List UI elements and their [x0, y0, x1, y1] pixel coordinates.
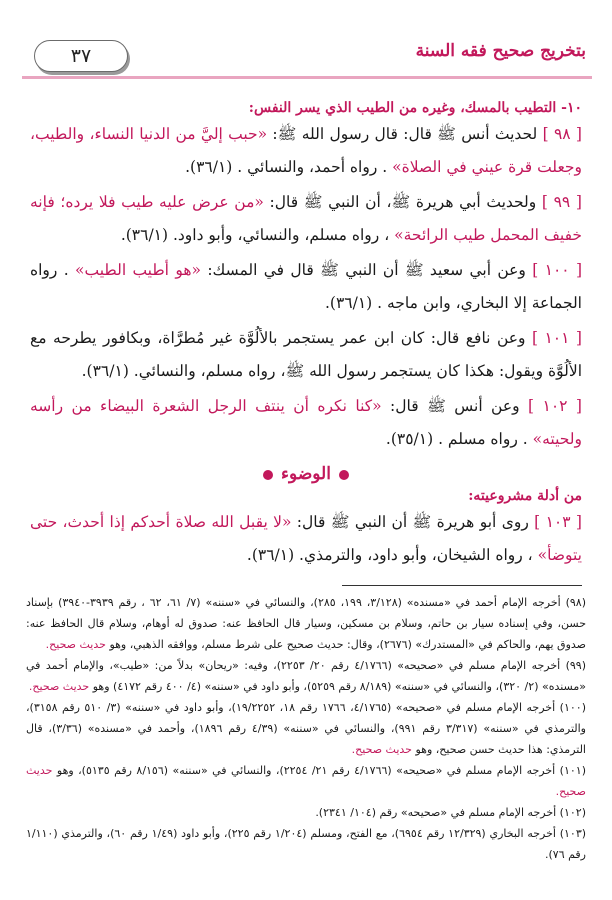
hadith-99	[30, 186, 582, 252]
hadith-text-end: ، رواه مسلم، والنسائي، وأبو داود. (٣٦/١).	[120, 226, 390, 244]
hadith-103	[30, 506, 582, 572]
hadith-number: [ ١٠١ ]	[531, 329, 582, 347]
footnote-98	[26, 592, 586, 655]
hadith-quote: «لا يقبل الله صلاة أحدكم إذا أحدث، حتى يتوضأ»	[30, 513, 582, 564]
footnote-separator	[342, 585, 582, 586]
header-rule	[22, 76, 592, 79]
hadith-text: روى أبو هريرة ﷺ أن النبي ﷺ قال:	[291, 513, 529, 531]
hadith-number: [ ٩٩ ]	[541, 193, 582, 211]
hadith-text: وعن أنس ﷺ قال:	[381, 397, 520, 415]
footnote-102: (١٠٢) أخرجه الإمام مسلم في «صحيحه» رقم (١٠٤/ ٢٣٤١).	[315, 806, 586, 819]
hadith-quote: «من عرض عليه طيب فلا يرده؛ فإنه خفيف المحمل طيب الرائحة»	[30, 193, 582, 244]
footnote-100	[26, 697, 586, 760]
hadith-100	[30, 254, 582, 320]
bullet-dot-icon	[263, 470, 273, 480]
hadith-98	[30, 118, 582, 184]
footnote-text: (٩٩) أخرجه الإمام مسلم في «صحيحه» (٤/١٧٦٦ رقم ٢٠/ ٢٢٥٣)، وفيه: «ريحان» بدلاً من: «طيب»، والإمام أحمد في «مسنده» (٢/ ٣٢٠)، والنسائي في «سننه» (٨/١٨٩ رقم ٥٢٥٩)، وأبو داود في «سننه» (٤/ ٤٠٠ رقم ٤١٧٢) وهو	[26, 659, 587, 693]
footnote-text: (١٠٠) أخرجه الإمام مسلم في «صحيحه» (٤/١٧٦٥، ١٧٦٦ رقم ١٨، ١٩/٢٢٥٢)، وأبو داود في «سننه» (٣/ ٥١٠ رقم ٣١٥٨)، والترمذي في «سننه» (٣/٣١٧ رقم ٩٩١)، والنسائي في «سننه» (٤/٣٩ رقم ١٨٩٦)، وأحمد في «مسنده» (٣/٣٦)، قال الترمذي: هذا حديث حسن صحيح، وهو	[26, 701, 586, 756]
hadith-quote: «حبب إليَّ من الدنيا النساء، والطيب، وجعلت قرة عيني في الصلاة»	[30, 125, 582, 176]
bullet-dot-icon	[339, 470, 349, 480]
page-header	[22, 26, 592, 82]
page-number: ٣٧	[34, 40, 128, 72]
book-title: بتخريج صحيح فقه السنة	[415, 41, 586, 61]
subsection-evidence-heading: من أدلة مشروعيته:	[468, 488, 582, 504]
hadith-101	[30, 322, 582, 388]
hadith-number: [ ١٠٠ ]	[532, 261, 583, 279]
footnote-grade: حديث صحيح.	[26, 764, 586, 798]
hadith-text-end: . رواه مسلم . (٣٥/١).	[385, 430, 528, 448]
footnote-103: (١٠٣) أخرجه البخاري (١٢/٣٢٩ رقم ٦٩٥٤)، مع الفتح، ومسلم (١/٢٠٤ رقم ٢٢٥)، وأبو داود (١/٤٩ رقم ٦٠)، والترمذي (١/١١٠ رقم ٧٦).	[26, 827, 587, 861]
section-wudu-title	[30, 464, 582, 484]
footnote-grade: حديث صحيح.	[45, 638, 106, 651]
hadith-text-end: . رواه الجماعة إلا البخاري، وابن ماجه . (٣٦/١).	[30, 261, 582, 312]
hadith-102	[30, 390, 582, 456]
section-wudu-label: الوضوء	[281, 464, 331, 484]
hadith-quote: «كنا نكره أن ينتف الرجل الشعرة البيضاء من رأسه ولحيته»	[30, 397, 582, 448]
hadith-number: [ ٩٨ ]	[542, 125, 582, 143]
footnote-101	[26, 760, 586, 802]
hadith-number: [ ١٠٢ ]	[528, 397, 582, 415]
hadith-text: لحديث أنس ﷺ قال: قال رسول الله ﷺ:	[267, 125, 538, 143]
footnotes	[26, 592, 586, 865]
hadith-quote: «هو أطيب الطيب»	[75, 261, 201, 279]
footnote-grade: حديث صحيح.	[351, 743, 412, 756]
footnote-99	[26, 655, 586, 697]
hadith-number: [ ١٠٣ ]	[534, 513, 582, 531]
hadith-text: وعن أبي سعيد ﷺ أن النبي ﷺ قال في المسك:	[201, 261, 526, 279]
footnote-text: (١٠١) أخرجه الإمام مسلم في «صحيحه» (٤/١٧٦٦ رقم ٢١/ ٢٢٥٤)، والنسائي في «سننه» (٨/١٥٦ رقم ٥١٣٥)، وهو	[56, 764, 586, 777]
hadith-text: وعن نافع قال: كان ابن عمر يستجمر بالألُوَّة غير مُطرَّاة، وبكافور يطرحه مع الألُوَّة ويقول: هكذا كان يستجمر رسول الله ﷺ، رواه مسلم، والنسائي. (٣٦/١).	[30, 329, 582, 380]
subsection-perfume-heading: ١٠- التطيب بالمسك، وغيره من الطيب الذي يسر النفس:	[248, 100, 582, 116]
footnote-grade: حديث صحيح.	[28, 680, 90, 693]
hadith-text-end: . رواه أحمد، والنسائي . (٣٦/١).	[185, 158, 388, 176]
main-text	[30, 96, 582, 574]
hadith-text-end: ، رواه الشيخان، وأبو داود، والترمذي. (٣٦/١).	[246, 546, 533, 564]
footnote-text: (٩٨) أخرجه الإمام أحمد في «مسنده» (٣/١٢٨، ١٩٩، ٢٨٥)، والنسائي في «سننه» (٧/ ٦١، ٦٢ ، رقم ٣٩٣٩-٣٩٤٠) بإسناد حسن، وفي إسناده سيار بن حاتم، وسلام بن مسكين، وسيار قال الحافظ عنه: صدوق له أوهام، وسلام قال الحافظ عنه: صدوق يهم، والحاكم في «المستدرك» (٢٦٧٦)، وقال: حديث صحيح على شرط مسلم، ووافقه الذهبي، وهو	[26, 596, 586, 651]
hadith-text: ولحديث أبي هريرة ﷺ، أن النبي ﷺ قال:	[263, 193, 537, 211]
